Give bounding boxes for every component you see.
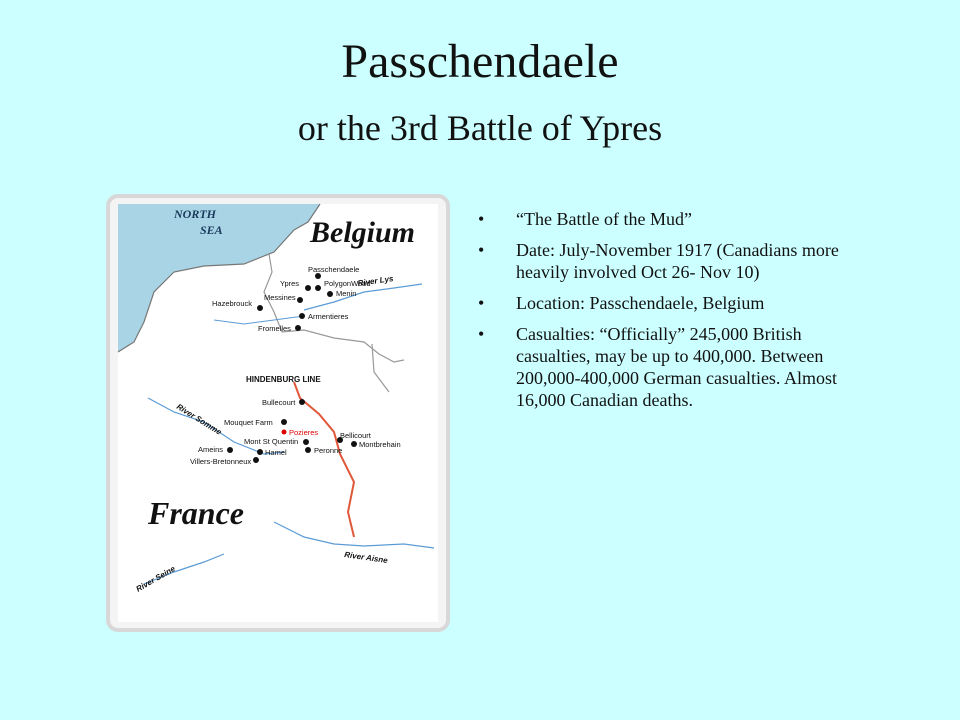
svg-text:Hamel: Hamel <box>265 448 287 457</box>
svg-text:Menin: Menin <box>336 289 357 298</box>
bullet-dot-icon: • <box>478 209 485 229</box>
map-image <box>104 192 452 634</box>
sea-label-sea: SEA <box>200 223 223 237</box>
svg-text:Montbrehain: Montbrehain <box>359 440 401 449</box>
svg-text:Pozieres: Pozieres <box>289 428 319 437</box>
country-label-france: France <box>148 495 244 531</box>
river-label-aisne: River Aisne <box>343 550 389 566</box>
bullet-dot-icon: • <box>478 324 485 344</box>
svg-text:Bullecourt: Bullecourt <box>262 398 296 407</box>
bullet-dot-icon: • <box>478 240 485 260</box>
svg-text:Bellicourt: Bellicourt <box>340 431 371 440</box>
hindenburg-label: HINDENBURG LINE <box>246 375 321 384</box>
svg-text:Villers-Bretonneux: Villers-Bretonneux <box>190 457 252 466</box>
country-label-belgium: Belgium <box>310 216 416 249</box>
svg-text:Peronne: Peronne <box>314 446 343 455</box>
svg-text:Armentieres: Armentieres <box>308 312 349 321</box>
svg-text:Passchendaele: Passchendaele <box>308 265 360 274</box>
bullet-dot-icon: • <box>478 293 485 313</box>
river-label-seine: River Seine <box>134 564 177 594</box>
bullet-item: • “The Battle of the Mud” <box>478 209 692 229</box>
bullet-item: • Date: July-November 1917 (Canadians more heavily involved Oct 26- Nov 10) <box>478 240 839 282</box>
svg-text:Mouquet Farm: Mouquet Farm <box>224 418 273 427</box>
river-label-somme: River Somme <box>174 402 224 437</box>
svg-text:Messines: Messines <box>264 293 296 302</box>
svg-text:Fromelles: Fromelles <box>258 324 291 333</box>
bullet-item: • Location: Passchendaele, Belgium <box>478 293 765 313</box>
slide-subtitle: or the 3rd Battle of Ypres <box>297 108 663 148</box>
town-montbrehain <box>351 440 401 449</box>
river-label-lys: River Lys <box>357 274 394 288</box>
svg-text:PolygonWood: PolygonWood <box>324 279 371 288</box>
sea-label-north: NORTH <box>174 207 216 221</box>
bullet-list <box>478 208 878 420</box>
svg-text:Ypres: Ypres <box>280 279 300 288</box>
bullet-item: • Casualties: “Officially” 245,000 British casualties, may be up to 400,000. Between 200,000-400,000 German casualties. Almost 16,000 Canadian deaths. <box>478 324 837 410</box>
slide-title: Passchendaele <box>341 35 619 88</box>
svg-text:Mont St Quentin: Mont St Quentin <box>244 437 299 446</box>
svg-text:Ameins: Ameins <box>198 445 224 454</box>
town-villers-bretonneux <box>190 457 259 466</box>
svg-text:Hazebrouck: Hazebrouck <box>212 299 253 308</box>
